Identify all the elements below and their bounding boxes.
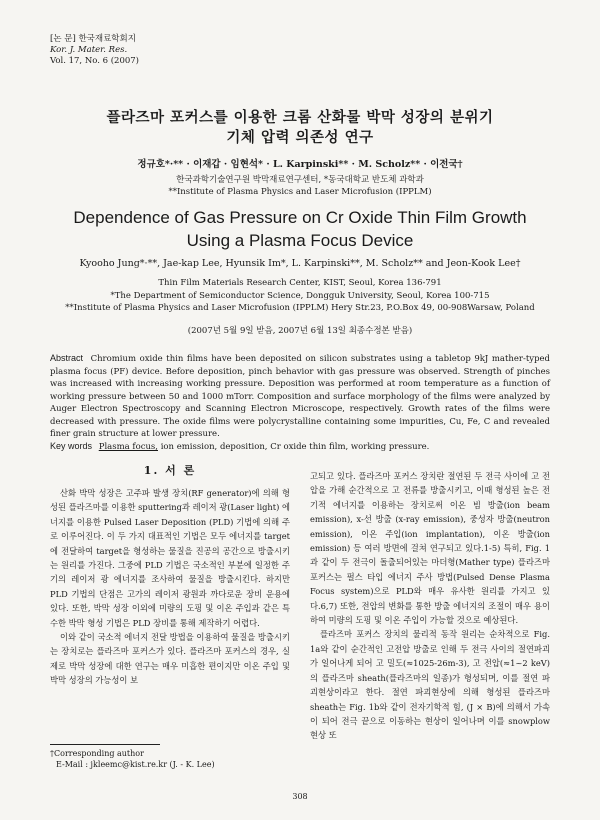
keywords xyxy=(50,441,560,452)
intro-paragraph-4: 플라즈마 포커스 장치의 물리적 동작 원리는 순차적으로 Fig. 1a와 같이 순간적인 고전압 방출로 인해 두 전극 사이의 절연파괴가 일어나게 되어 고 밀도(≈1025-26m-3), 고 전압(≈1~2 keV)의 플라즈마 sheath(플라즈마의 일종)가 형성되며, 이를 절연 파괴현상이라고 한다. 절연 파괴현상에 의해 형성된 플라즈마 sheath는 Fig. 1b와 같이 전자기학적 힘, (J × B)에 의해서 가속이 되어 전극 끝으로 이동하는 현상이 일어나며 이를 snowplow 현상 또 xyxy=(310,629,550,741)
keyword-plasma-focus: Plasma focus, xyxy=(98,442,158,452)
abstract-label: Abstract xyxy=(50,353,84,363)
korean-title xyxy=(60,108,540,148)
english-affiliation-line1: Thin Film Materials Research Center, KIST, Seoul, Korea 136-791 xyxy=(158,278,442,288)
author-email: E-Mail : jkleemc@kist.re.kr (J. - K. Lee) xyxy=(56,760,215,769)
korean-title-line2: 기체 압력 의존성 연구 xyxy=(226,129,374,146)
english-title xyxy=(50,206,550,252)
abstract-text: Chromium oxide thin films have been deposited on silicon substrates using a tabletop 9kJ mather-typed plasma focus (PF) device. Before deposition, pinch behavior with gas pressure was observed. Strength of pinches was increased with increasing working pressure. Deposition was performed at room temperature as a function of working pressure between 50 and 1000 mTorr. Composition and surface morphology of the films were analyzed by Auger Electron Spectroscopy and Scanning Electron Microscope, respectively. Growth rates of the films were decreased with pressure. The oxide films were polycrystalline containing some impurities, Cu, Fe, C and revealed finer grain structure at lower pressure. xyxy=(50,354,550,439)
corresponding-author: †Corresponding author xyxy=(50,749,144,758)
korean-affiliation-line1: 한국과학기술연구원 박막재료연구센터, *동국대학교 반도체 과학과 xyxy=(176,175,424,185)
intro-paragraph-1: 산화 박막 성장은 고주파 발생 장치(RF generator)에 의해 형성된 플라즈마를 이용한 sputtering과 레이저 광(Laser light) 에너지를 이용한 Pulsed Laser Deposition (PLD) 기법에 의해 주로 이루어진다. 이 두 가지 대표적인 기법은 모두 에너지를 target에 전달하여 target을 형성하는 물질을 진공의 공간으로 방출시키는 원리를 가진다. 그중에 PLD 기법은 국소적인 부분에 일정한 주기의 레이저 광 에너지를 조사하여 물질을 방출시킨다. 하지만 PLD 기법의 단점은 고가의 레이저 광원과 까다로운 장비 운용에 있다. 또한, 박막 성장 이외에 미량의 도핑 및 이온 주입과 같은 특수한 박막 형성 기법은 PLD 장비를 통해 제작하기 어렵다. xyxy=(50,488,290,628)
keywords-rest: ion emission, deposition, Cr oxide thin film, working pressure. xyxy=(158,442,430,452)
english-affiliations xyxy=(40,277,560,315)
journal-volume: Vol. 17, No. 6 (2007) xyxy=(50,56,140,66)
received-dates: (2007년 5월 9일 받음, 2007년 6월 13일 최종수정본 받음) xyxy=(187,326,413,336)
right-column xyxy=(310,469,550,743)
english-title-line2: Using a Plasma Focus Device xyxy=(186,231,414,250)
intro-paragraph-3: 고되고 있다. 플라즈마 포커스 장치란 절연된 두 전극 사이에 고 전압을 가해 순간적으로 고 전류를 방출시키고, 이때 형성된 높은 전기적 에너지를 이용하는 장치로써 이온 빔 방출(ion beam emission), x-선 방출 (x-ray emission), 중성자 방출(neutron emission), 이온 주입(ion implantation), 이온 방출(ion emission) 등 여러 방면에 걸쳐 연구되고 있다.1-5) 특히, Fig. 1과 같이 두 전극이 돌출되어있는 마더형(Mather type) 플라즈마 포커스는 펄스 타입 에너지 주사 방법(Pulsed Dense Plasma Focus system)으로 PLD와 매우 유사한 원리를 가지고 있다.6,7) 또한, 전압의 변화를 통한 방출 에너지의 조절이 매우 용이하여 미량의 도핑 및 이온 주입이 가능할 것으로 예상된다. xyxy=(310,471,550,626)
journal-category: [논 문] 한국재료학회지 xyxy=(50,34,136,44)
abstract xyxy=(50,352,550,441)
english-affiliation-line2: *The Department of Semiconductor Science, Dongguk University, Seoul, Korea 100-715 xyxy=(110,290,490,301)
korean-affiliation-line2: **Institute of Plasma Physics and Laser Microfusion (IPPLM) xyxy=(168,187,432,197)
english-authors: Kyooho Jung*·**, Jae-kap Lee, Hyunsik Im*, L. Karpinski**, M. Scholz** and Jeon-Kook Lee† xyxy=(79,258,521,269)
left-column xyxy=(50,452,290,688)
section-heading-introduction: 1. 서 론 xyxy=(143,464,197,477)
intro-paragraph-2: 이와 같이 국소적 에너지 전달 방법을 이용하여 물질을 방출시키는 장치로는 플라즈마 포커스가 있다. 플라즈마 포커스의 경우, 실제로 박막 성장에 대한 연구는 매우 미흡한 편이지만 이온 주입 및 박막 성장의 가능성이 보 xyxy=(50,632,290,686)
footnote xyxy=(50,748,215,770)
english-title-line1: Dependence of Gas Pressure on Cr Oxide Thin Film Growth xyxy=(73,208,527,227)
korean-authors: 정규호*·** · 이재갑 · 임현석* · L. Karpinski** · M. Scholz** · 이전국† xyxy=(137,159,463,170)
english-affiliation-line3: **Institute of Plasma Physics and Laser Microfusion (IPPLM) Hery Str.23, P.O.Box 49, 00-908Warsaw, Poland xyxy=(65,303,535,313)
korean-title-line1: 플라즈마 포커스를 이용한 크롬 산화물 박막 성장의 분위기 xyxy=(106,109,494,126)
journal-name: Kor. J. Mater. Res. xyxy=(50,45,128,55)
korean-affiliations xyxy=(60,174,540,198)
page-number: 308 xyxy=(292,792,308,801)
journal-header xyxy=(50,34,139,67)
keywords-label: Key words xyxy=(50,441,93,451)
footnote-divider xyxy=(50,744,160,745)
